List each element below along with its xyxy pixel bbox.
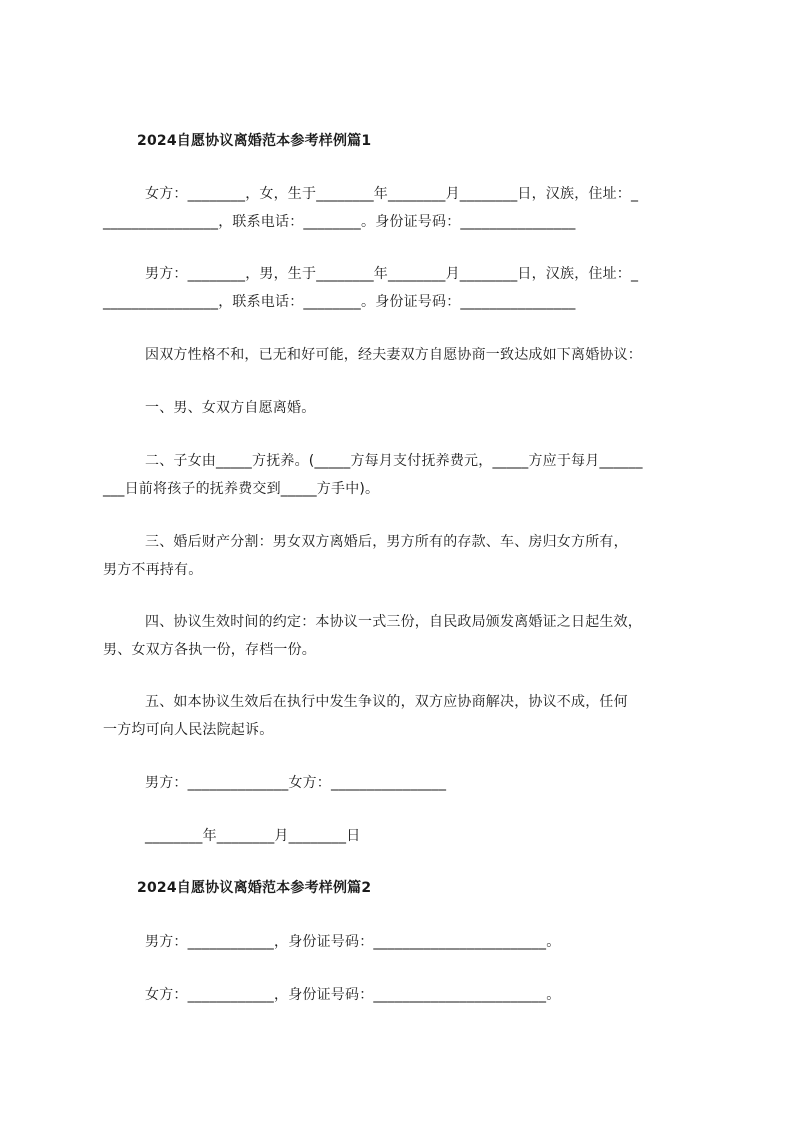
section-title-2: 2024自愿协议离婚范本参考样例篇2	[137, 880, 372, 896]
clause-3-line-2: 男方不再持有。	[103, 562, 203, 578]
clause-4-line-1: 四、协议生效时间的约定：本协议一式三份，自民政局颁发离婚证之日起生效，	[145, 614, 642, 630]
section-title-1: 2024自愿协议离婚范本参考样例篇1	[137, 133, 372, 149]
signature-line: 男方：______________女方：________________	[145, 775, 447, 791]
clause-4-line-2: 男、女双方各执一份，存档一份。	[103, 642, 316, 658]
clause-1: 一、男、女双方自愿离婚。	[145, 400, 316, 416]
clause-2-line-1: 二、子女由_____方抚养。(_____方每月支付抚养费元，_____方应于每月______	[145, 453, 643, 469]
intro-paragraph: 因双方性格不和，已无和好可能，经夫妻双方自愿协商一致达成如下离婚协议：	[145, 347, 642, 363]
male-id-line: 男方：____________，身份证号码：________________________。	[145, 934, 561, 950]
clause-5-line-1: 五、如本协议生效后在执行中发生争议的，双方应协商解决，协议不成，任何	[145, 694, 628, 710]
female-id-line: 女方：____________，身份证号码：________________________。	[145, 987, 561, 1003]
clause-3-line-1: 三、婚后财产分割：男女双方离婚后，男方所有的存款、车、房归女方所有，	[145, 534, 628, 550]
female-info-line-1: 女方：________，女，生于________年________月________日，汉族，住址：_	[145, 186, 639, 202]
date-line: ________年________月________日	[145, 828, 361, 844]
male-info-line-1: 男方：________，男，生于________年________月________日，汉族，住址：_	[145, 266, 639, 282]
male-info-line-2: ________________，联系电话：________。身份证号码：________________	[103, 294, 576, 310]
clause-5-line-2: 一方均可向人民法院起诉。	[103, 722, 274, 738]
female-info-line-2: ________________，联系电话：________。身份证号码：________________	[103, 214, 576, 230]
clause-2-line-2: ___日前将孩子的抚养费交到_____方手中)。	[103, 481, 380, 497]
